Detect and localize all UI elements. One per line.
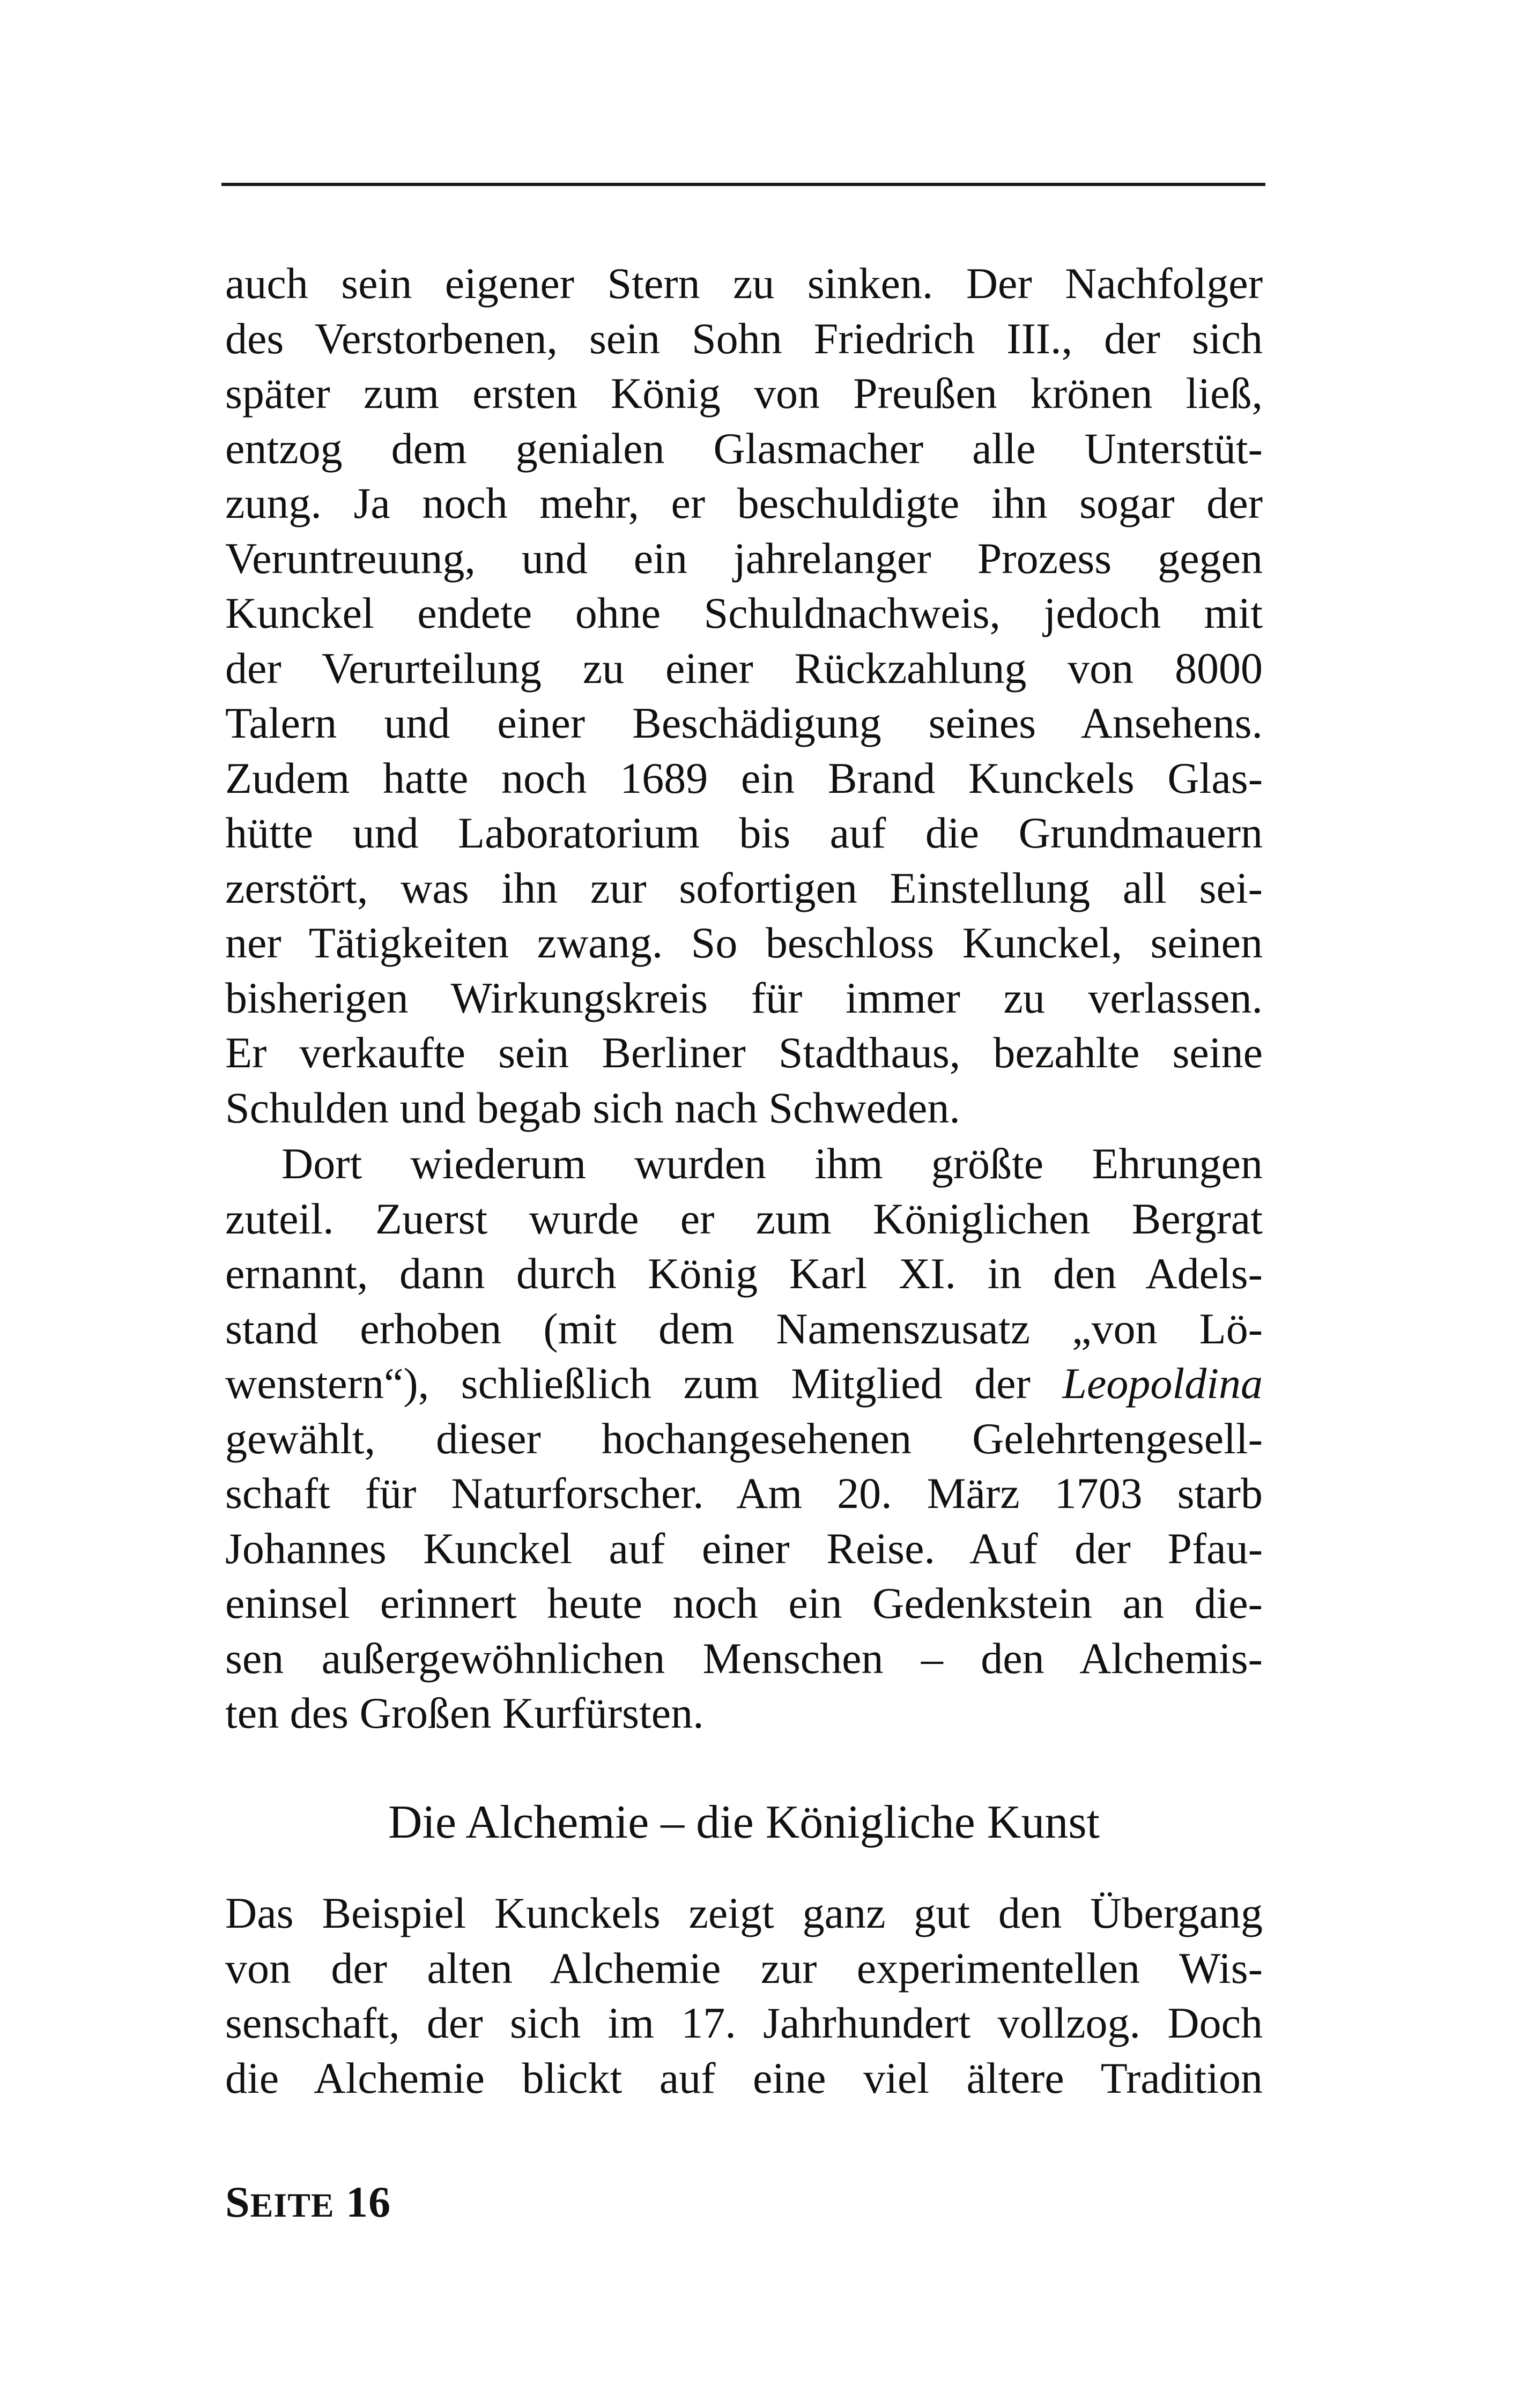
text-line: die Alchemie blickt auf eine viel ältere Tradition [225, 2053, 1263, 2102]
text-line: Talern und einer Beschädigung seines Ansehens. [225, 698, 1263, 747]
page-footer [225, 2175, 391, 2232]
text-line: zuteil. Zuerst wurde er zum Königlichen Bergrat [225, 1194, 1263, 1243]
text-line: von der alten Alchemie zur experimentellen Wis- [225, 1943, 1263, 1993]
text-line: ten des Großen Kurfürsten. [225, 1689, 704, 1737]
text-line: zerstört, was ihn zur sofortigen Einstellung all sei- [225, 863, 1263, 912]
text-line: auch sein eigener Stern zu sinken. Der Nachfolger [225, 259, 1263, 308]
section-heading: Die Alchemie – die Königliche Kunst [388, 1796, 1100, 1848]
paragraph-3 [225, 1886, 1263, 2106]
text-line: ner Tätigkeiten zwang. So beschloss Kunckel, seinen [225, 918, 1263, 967]
text-line: Veruntreuung, und ein jahrelanger Prozess gegen [225, 533, 1263, 583]
text-line: stand erhoben (mit dem Namenszusatz „von Lö- [225, 1304, 1263, 1353]
page-number: 16 [346, 2177, 391, 2226]
text-line: bisherigen Wirkungskreis für immer zu verlassen. [225, 973, 1263, 1022]
text-line: ernannt, dann durch König Karl XI. in den Adels- [225, 1249, 1263, 1298]
text-line: Kunckel endete ohne Schuldnachweis, jedoch mit [225, 589, 1263, 637]
footer-label-rest: EITE [250, 2186, 335, 2224]
text-line: schaft für Naturforscher. Am 20. März 1703 starb [225, 1469, 1263, 1518]
text-line: gewählt, dieser hochangesehenen Gelehrtengesell- [225, 1414, 1263, 1463]
footer-label-initial: S [225, 2177, 250, 2226]
text-line: Dort wiederum wurden ihm größte Ehrungen [281, 1139, 1263, 1188]
text-line: zung. Ja noch mehr, er beschuldigte ihn sogar der [225, 479, 1263, 527]
text-line: Das Beispiel Kunckels zeigt ganz gut den Übergang [225, 1889, 1263, 1937]
paragraph-2 [225, 1136, 1263, 1741]
text-line-with-italic [225, 1356, 1263, 1411]
italic-term: Leopoldina [1062, 1359, 1263, 1408]
text-line: Johannes Kunckel auf einer Reise. Auf der Pfau- [225, 1523, 1263, 1573]
text-line: Schulden und begab sich nach Schweden. [225, 1083, 960, 1132]
text-line: später zum ersten König von Preußen krönen ließ, [225, 369, 1263, 418]
text-line: hütte und Laboratorium bis auf die Grundmauern [225, 808, 1263, 857]
text-line: Er verkaufte sein Berliner Stadthaus, bezahlte seine [225, 1028, 1263, 1077]
text-line: entzog dem genialen Glasmacher alle Unterstüt- [225, 423, 1263, 473]
text-line: senschaft, der sich im 17. Jahrhundert vollzog. Doch [225, 1998, 1263, 2047]
text-line: sen außergewöhnlichen Menschen – den Alchemis- [225, 1633, 1263, 1683]
header-rule [221, 183, 1265, 186]
paragraph-1 [225, 256, 1263, 1135]
text-line: Zudem hatte noch 1689 ein Brand Kunckels Glas- [225, 753, 1263, 802]
text-line: der Verurteilung zu einer Rückzahlung von 8000 [225, 643, 1263, 693]
text-line: eninsel erinnert heute noch ein Gedenkstein an die- [225, 1579, 1263, 1627]
text-line-part: wenstern“), schließlich zum Mitglied der [225, 1359, 1031, 1408]
text-line: des Verstorbenen, sein Sohn Friedrich III., der sich [225, 314, 1263, 363]
